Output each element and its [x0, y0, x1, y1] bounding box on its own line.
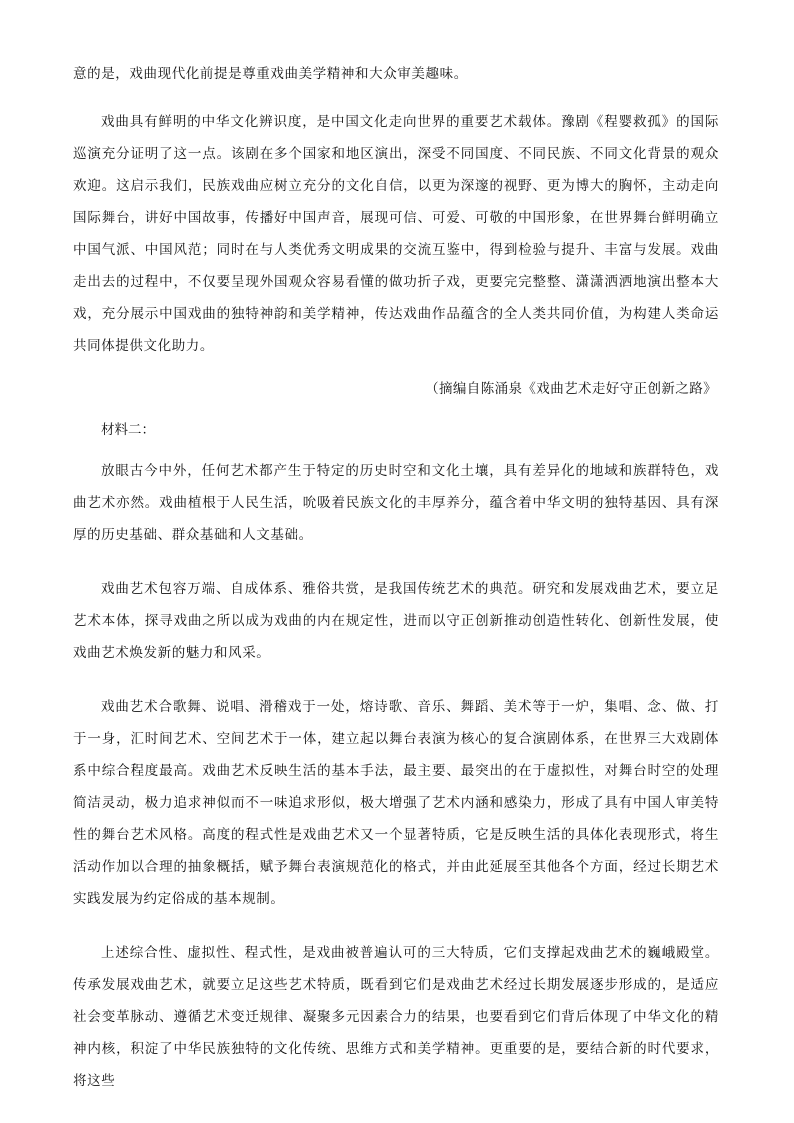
- article-top-section: [73, 58, 719, 90]
- paragraph-art-model: 戏曲艺术包容万端、自成体系、雅俗共赏，是我国传统艺术的典范。研究和发展戏曲艺术，要立足艺术本体，探寻戏曲之所以成为戏曲的内在规定性，进而以守正创新推动创造性转化、创新性发展，使戏曲艺术焕发新的魅力和风采。: [73, 581, 719, 661]
- source-citation: （摘编自陈涌泉《戏曲艺术走好守正创新之路》: [425, 381, 717, 397]
- paragraph-comprehensive-art: 戏曲艺术合歌舞、说唱、滑稽戏于一处，熔诗歌、音乐、舞蹈、美术等于一炉，集唱、念、做、打于一身，汇时间艺术、空间艺术于一体，建立起以舞台表演为核心的复合演剧体系，在世界三大戏剧体系中综合程度最高。戏曲艺术反映生活的基本手法，最主要、最突出的在于虚拟性，对舞台时空的处理简洁灵动，极力追求神似而不一味追求形似，极大增强了艺术内涵和感染力，形成了具有中国人审美特性的舞台艺术风格。高度的程式性是戏曲艺术又一个显著特质，它是反映生活的具体化表现形式，将生活动作加以合理的抽象概括，赋予舞台表演规范化的格式，并由此延展至其他各个方面，经过长期艺术实践发展为约定俗成的基本规制。: [73, 699, 719, 907]
- paragraph-three-traits: 上述综合性、虚拟性、程式性，是戏曲被普遍认可的三大特质，它们支撑起戏曲艺术的巍峨殿堂。传承发展戏曲艺术，就要立足这些艺术特质，既看到它们是戏曲艺术经过长期发展逐步形成的，是适应社会变革脉动、遵循艺术变迁规律、凝聚多元因素合力的结果，也要看到它们背后体现了中华文化的精神内核，积淀了中华民族独特的文化传统、思维方式和美学精神。更重要的是，要结合新的时代要求，将这些: [73, 945, 719, 1089]
- paragraph-history-soil: 放眼古今中外，任何艺术都产生于特定的历史时空和文化土壤，具有差异化的地域和族群特色，戏曲艺术亦然。戏曲植根于人民生活，吮吸着民族文化的丰厚养分，蕴含着中华文明的独特基因、具有深厚的历史基础、群众基础和人文基础。: [73, 463, 719, 543]
- article-bottom-section: [73, 455, 719, 1097]
- article-paragraph-international: [73, 106, 719, 362]
- material-two-label: 材料二：: [101, 422, 155, 438]
- paragraph-international-tour: 戏曲具有鲜明的中华文化辨识度，是中国文化走向世界的重要艺术载体。豫剧《程婴救孤》的国际巡演充分证明了这一点。该剧在多个国家和地区演出，深受不同国度、不同民族、不同文化背景的观众欢迎。这启示我们，民族戏曲应树立充分的文化自信，以更为深邃的视野、更为博大的胸怀，主动走向国际舞台，讲好中国故事，传播好中国声音，展现可信、可爱、可敬的中国形象，在世界舞台鲜明确立中国气派、中国风范；同时在与人类优秀文明成果的交流互鉴中，得到检验与提升、丰富与发展。戏曲走出去的过程中，不仅要呈现外国观众容易看懂的做功折子戏，更要完完整整、潇潇洒洒地演出整本大戏，充分展示中国戏曲的独特神韵和美学精神，传达戏曲作品蕴含的全人类共同价值，为构建人类命运共同体提供文化助力。: [73, 114, 719, 354]
- paragraph-continuation: 意的是，戏曲现代化前提是尊重戏曲美学精神和大众审美趣味。: [73, 66, 468, 82]
